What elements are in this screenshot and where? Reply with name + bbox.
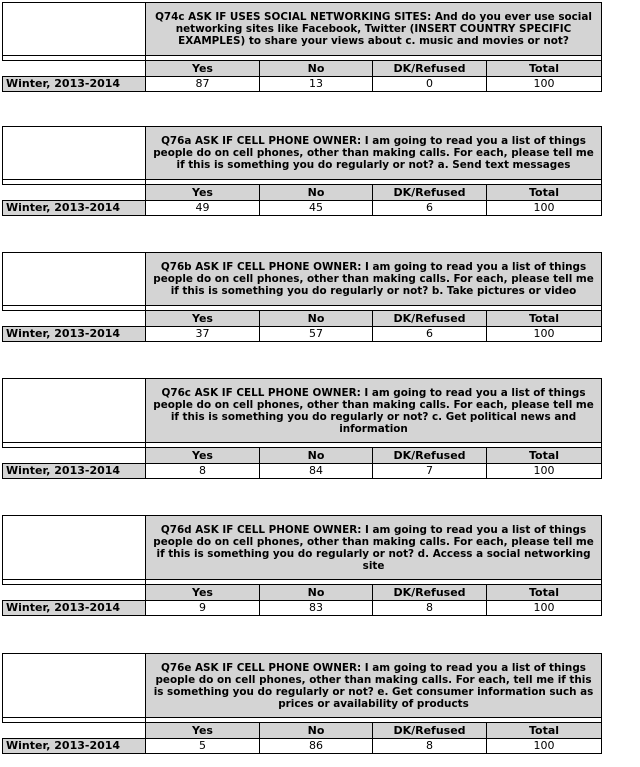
question-text: Q76a ASK IF CELL PHONE OWNER: I am going to read you a list of things people do on cell phones, other than making calls. For each, please tell me if this is something you do regularly or not? a. Send text messages [146, 127, 602, 180]
survey-table-q76e [2, 653, 602, 754]
value-dk-refused: 8 [373, 601, 487, 616]
value-dk-refused: 7 [373, 464, 487, 479]
value-yes: 87 [146, 77, 260, 92]
value-no: 13 [260, 77, 373, 92]
column-header-total: Total [487, 585, 602, 601]
value-dk-refused: 6 [373, 201, 487, 216]
row-label: Winter, 2013-2014 [3, 601, 146, 616]
value-yes: 8 [146, 464, 260, 479]
value-no: 57 [260, 327, 373, 342]
column-header-dk-refused: DK/Refused [373, 61, 487, 77]
value-total: 100 [487, 77, 602, 92]
question-text: Q76d ASK IF CELL PHONE OWNER: I am going to read you a list of things people do on cell phones, other than making calls. For each, please tell me if this is something you do regularly or not? d. Access a social networking site [146, 516, 602, 580]
empty-header-cell [3, 448, 146, 464]
survey-table-q74c [2, 2, 602, 92]
column-header-dk-refused: DK/Refused [373, 448, 487, 464]
question-text: Q76c ASK IF CELL PHONE OWNER: I am going to read you a list of things people do on cell phones, other than making calls. For each, please tell me if this is something you do regularly or not? c. Get political news and information [146, 379, 602, 443]
column-header-dk-refused: DK/Refused [373, 311, 487, 327]
empty-header-cell [3, 723, 146, 739]
value-total: 100 [487, 201, 602, 216]
value-total: 100 [487, 464, 602, 479]
column-header-dk-refused: DK/Refused [373, 723, 487, 739]
column-header-total: Total [487, 448, 602, 464]
question-text: Q74c ASK IF USES SOCIAL NETWORKING SITES: And do you ever use social networking sites like Facebook, Twitter (INSERT COUNTRY SPECIFIC EXAMPLES) to share your views about c. music and movies or not? [146, 3, 602, 56]
column-header-yes: Yes [146, 185, 260, 201]
empty-corner-cell [3, 516, 146, 580]
column-header-no: No [260, 311, 373, 327]
empty-header-cell [3, 185, 146, 201]
column-header-total: Total [487, 723, 602, 739]
value-no: 83 [260, 601, 373, 616]
value-no: 84 [260, 464, 373, 479]
column-header-yes: Yes [146, 585, 260, 601]
value-yes: 37 [146, 327, 260, 342]
value-yes: 5 [146, 739, 260, 754]
column-header-no: No [260, 585, 373, 601]
value-dk-refused: 6 [373, 327, 487, 342]
column-header-yes: Yes [146, 311, 260, 327]
value-yes: 9 [146, 601, 260, 616]
survey-table-q76a [2, 126, 602, 216]
column-header-total: Total [487, 61, 602, 77]
empty-corner-cell [3, 127, 146, 180]
column-header-no: No [260, 185, 373, 201]
question-text: Q76e ASK IF CELL PHONE OWNER: I am going to read you a list of things people do on cell phones, other than making calls. For each, tell me if this is something you do regularly or not? e. Get consumer information such as prices or availability of products [146, 654, 602, 718]
value-total: 100 [487, 601, 602, 616]
column-header-yes: Yes [146, 723, 260, 739]
value-no: 45 [260, 201, 373, 216]
column-header-no: No [260, 61, 373, 77]
survey-table-q76c [2, 378, 602, 479]
row-label: Winter, 2013-2014 [3, 327, 146, 342]
row-label: Winter, 2013-2014 [3, 739, 146, 754]
column-header-total: Total [487, 311, 602, 327]
row-label: Winter, 2013-2014 [3, 77, 146, 92]
column-header-total: Total [487, 185, 602, 201]
column-header-no: No [260, 723, 373, 739]
empty-header-cell [3, 61, 146, 77]
value-no: 86 [260, 739, 373, 754]
column-header-yes: Yes [146, 448, 260, 464]
empty-header-cell [3, 311, 146, 327]
row-label: Winter, 2013-2014 [3, 464, 146, 479]
row-label: Winter, 2013-2014 [3, 201, 146, 216]
column-header-dk-refused: DK/Refused [373, 585, 487, 601]
column-header-dk-refused: DK/Refused [373, 185, 487, 201]
column-header-yes: Yes [146, 61, 260, 77]
value-dk-refused: 8 [373, 739, 487, 754]
column-header-no: No [260, 448, 373, 464]
empty-corner-cell [3, 253, 146, 306]
survey-table-q76b [2, 252, 602, 342]
question-text: Q76b ASK IF CELL PHONE OWNER: I am going to read you a list of things people do on cell phones, other than making calls. For each, please tell me if this is something you do regularly or not? b. Take pictures or video [146, 253, 602, 306]
value-total: 100 [487, 739, 602, 754]
value-total: 100 [487, 327, 602, 342]
value-yes: 49 [146, 201, 260, 216]
value-dk-refused: 0 [373, 77, 487, 92]
empty-corner-cell [3, 654, 146, 718]
empty-header-cell [3, 585, 146, 601]
empty-corner-cell [3, 379, 146, 443]
empty-corner-cell [3, 3, 146, 56]
survey-table-q76d [2, 515, 602, 616]
